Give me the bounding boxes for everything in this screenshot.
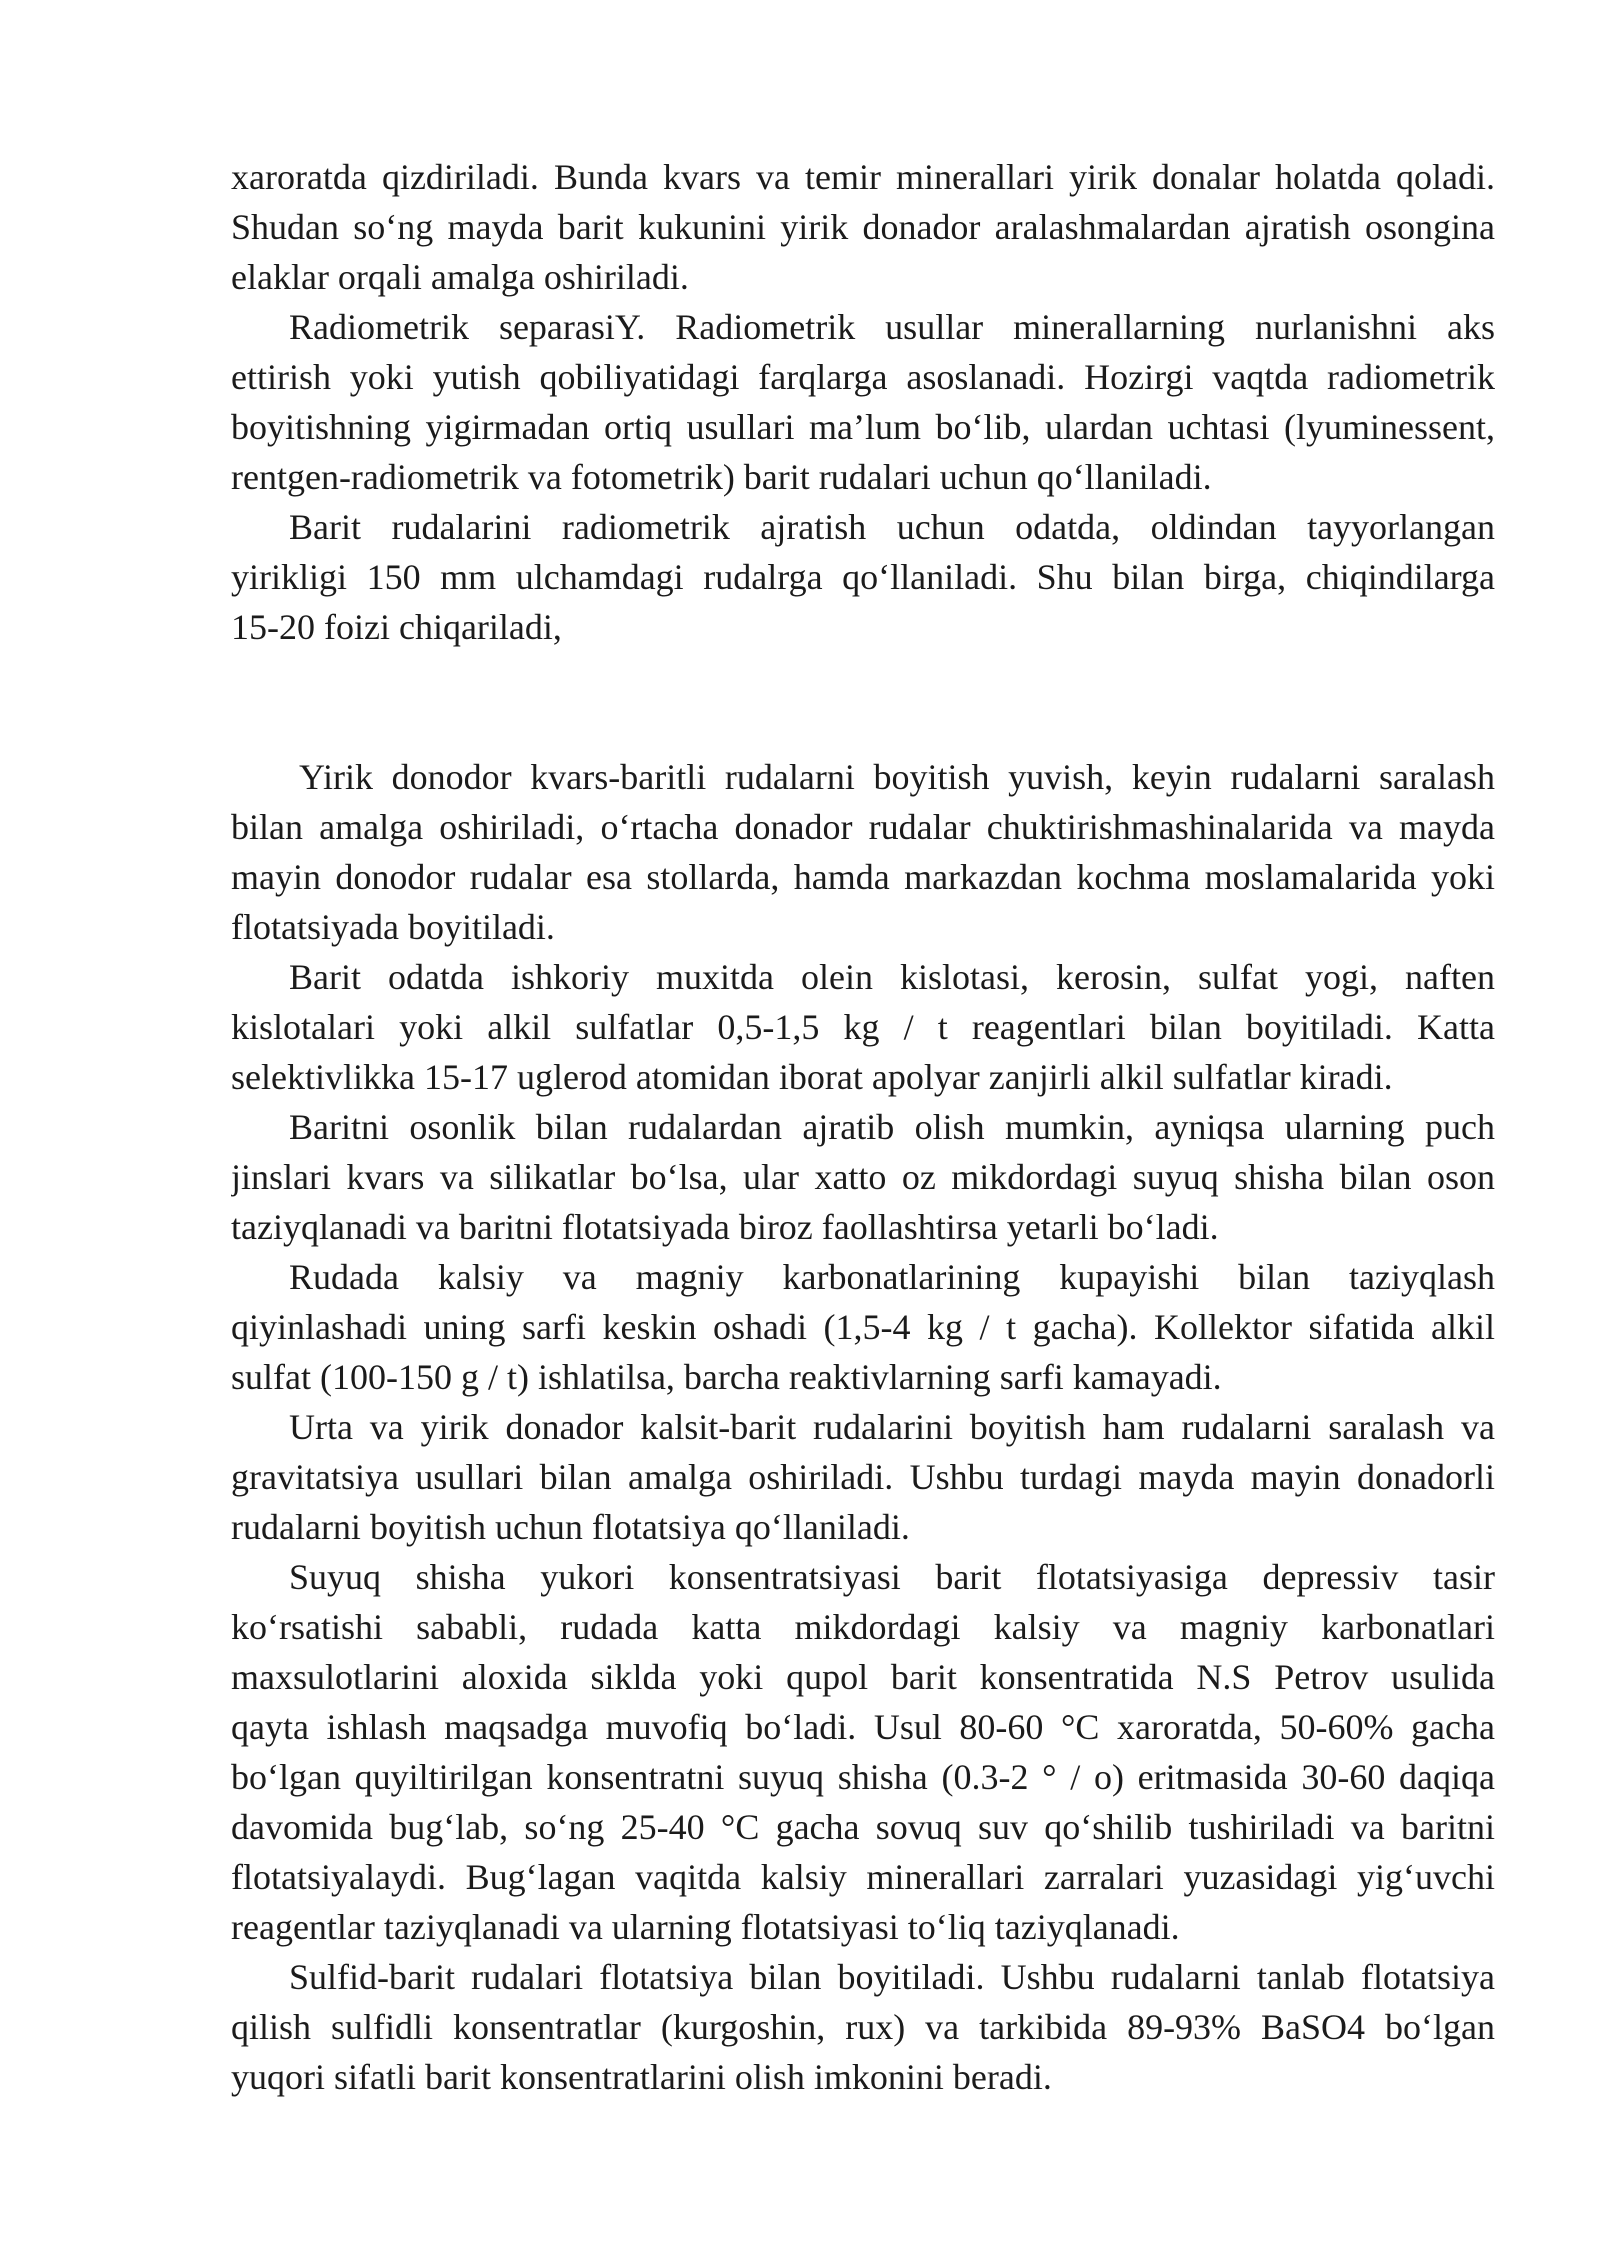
text-line: bilan amalga oshiriladi, o‘rtacha donador rudalar chuktirishmashinalarida va mayda: [231, 807, 1495, 847]
text-line: bo‘lgan quyiltirilgan konsentratni suyuq shisha (0.3-2 ° / o) eritmasida 30-60 daqiqa: [231, 1757, 1495, 1797]
document-body: [231, 152, 1495, 2102]
text-line: Suyuq shisha yukori konsentratsiyasi barit flotatsiyasiga depressiv tasir: [289, 1557, 1495, 1597]
text-line: sulfat (100-150 g / t) ishlatilsa, barcha reaktivlarning sarfi kamayadi.: [231, 1357, 1222, 1397]
text-line: ettirish yoki yutish qobiliyatidagi farqlarga asoslanadi. Hozirgi vaqtda radiometrik: [231, 357, 1495, 397]
blank-space: [231, 652, 1495, 752]
paragraph: [231, 1552, 1495, 1952]
text-line: yuqori sifatli barit konsentratlarini olish imkonini beradi.: [231, 2057, 1052, 2097]
text-line: Shudan so‘ng mayda barit kukunini yirik donador aralashmalardan ajratish osongina: [231, 207, 1495, 247]
text-line: Sulfid-barit rudalari flotatsiya bilan boyitiladi. Ushbu rudalarni tanlab flotatsiya: [289, 1957, 1495, 1997]
text-line: qiyinlashadi uning sarfi keskin oshadi (1,5-4 kg / t gacha). Kollektor sifatida alkil: [231, 1307, 1495, 1347]
text-line: elaklar orqali amalga oshiriladi.: [231, 257, 689, 297]
text-line: Barit rudalarini radiometrik ajratish uchun odatda, oldindan tayyorlangan: [289, 507, 1495, 547]
text-line: Barit odatda ishkoriy muxitda olein kislotasi, kerosin, sulfat yogi, naften: [289, 957, 1495, 997]
text-line: Baritni osonlik bilan rudalardan ajratib olish mumkin, ayniqsa ularning puch: [289, 1107, 1495, 1147]
text-line: Radiometrik separasiY. Radiometrik usullar minerallarning nurlanishni aks: [289, 307, 1495, 347]
text-line: kislotalari yoki alkil sulfatlar 0,5-1,5 kg / t reagentlari bilan boyitiladi. Katta: [231, 1007, 1495, 1047]
text-line: reagentlar taziyqlanadi va ularning flotatsiyasi to‘liq taziyqlanadi.: [231, 1907, 1180, 1947]
paragraph: [231, 302, 1495, 502]
text-line: Urta va yirik donador kalsit-barit rudalarini boyitish ham rudalarni saralash va: [289, 1407, 1495, 1447]
text-line: ko‘rsatishi sababli, rudada katta mikdordagi kalsiy va magniy karbonatlari: [231, 1607, 1495, 1647]
paragraph: [231, 1102, 1495, 1252]
text-line: rudalarni boyitish uchun flotatsiya qo‘llaniladi.: [231, 1507, 910, 1547]
text-line: taziyqlanadi va baritni flotatsiyada biroz faollashtirsa yetarli bo‘ladi.: [231, 1207, 1219, 1247]
text-line: Rudada kalsiy va magniy karbonatlarining kupayishi bilan taziyqlash: [289, 1257, 1495, 1297]
paragraph: [231, 1402, 1495, 1552]
paragraph: [231, 952, 1495, 1102]
text-line: qayta ishlash maqsadga muvofiq bo‘ladi. Usul 80-60 °C xaroratda, 50-60% gacha: [231, 1707, 1495, 1747]
paragraph: [231, 1952, 1495, 2102]
text-line: selektivlikka 15-17 uglerod atomidan iborat apolyar zanjirli alkil sulfatlar kiradi.: [231, 1057, 1393, 1097]
text-line: xaroratda qizdiriladi. Bunda kvars va temir minerallari yirik donalar holatda qoladi.: [231, 157, 1495, 197]
text-line: jinslari kvars va silikatlar bo‘lsa, ular xatto oz mikdordagi suyuq shisha bilan oson: [231, 1157, 1495, 1197]
text-line: flotatsiyalaydi. Bug‘lagan vaqitda kalsiy minerallari zarralari yuzasidagi yig‘uvchi: [231, 1857, 1495, 1897]
text-line: davomida bug‘lab, so‘ng 25-40 °C gacha sovuq suv qo‘shilib tushiriladi va baritni: [231, 1807, 1495, 1847]
text-line: yirikligi 150 mm ulchamdagi rudalrga qo‘llaniladi. Shu bilan birga, chiqindilarga: [231, 557, 1495, 597]
paragraph: [231, 1252, 1495, 1402]
paragraph: [231, 502, 1495, 652]
paragraph: [231, 152, 1495, 302]
text-line: mayin donodor rudalar esa stollarda, hamda markazdan kochma moslamalarida yoki: [231, 857, 1495, 897]
text-line: gravitatsiya usullari bilan amalga oshiriladi. Ushbu turdagi mayda mayin donadorli: [231, 1457, 1495, 1497]
text-line: Yirik donodor kvars-baritli rudalarni boyitish yuvish, keyin rudalarni saralash: [299, 757, 1495, 797]
text-line: flotatsiyada boyitiladi.: [231, 907, 555, 947]
text-line: qilish sulfidli konsentratlar (kurgoshin, rux) va tarkibida 89-93% BaSO4 bo‘lgan: [231, 2007, 1495, 2047]
text-line: rentgen-radiometrik va fotometrik) barit rudalari uchun qo‘llaniladi.: [231, 457, 1212, 497]
text-line: boyitishning yigirmadan ortiq usullari ma’lum bo‘lib, ulardan uchtasi (lyuminessent,: [231, 407, 1495, 447]
paragraph: [231, 752, 1495, 952]
text-line: maxsulotlarini aloxida siklda yoki qupol barit konsentratida N.S Petrov usulida: [231, 1657, 1495, 1697]
text-line: 15-20 foizi chiqariladi,: [231, 607, 562, 647]
